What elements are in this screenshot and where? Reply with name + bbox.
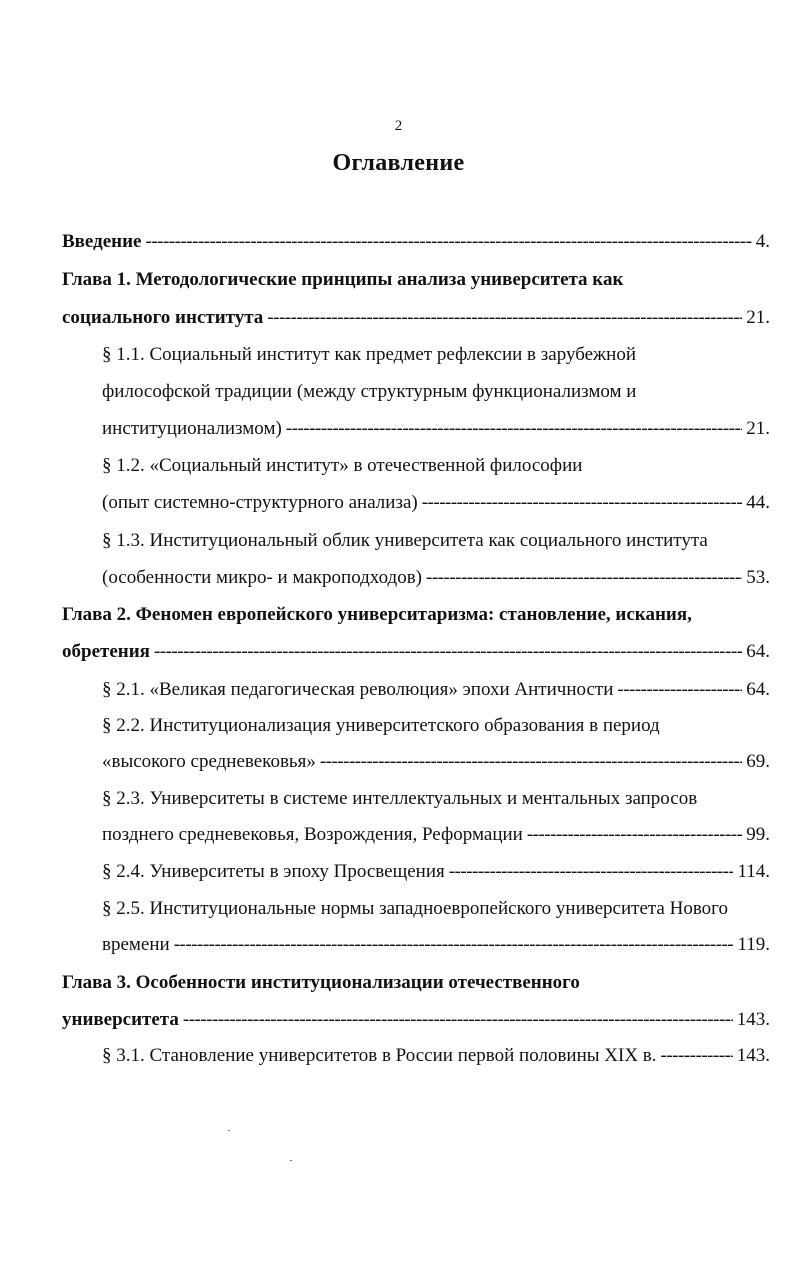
toc-entry-chapter-2 <box>62 601 770 629</box>
toc-entry-section-2-3-end <box>102 821 770 849</box>
dot-leader <box>426 564 742 592</box>
toc-entry-text: «высокого средневековья» <box>102 751 316 772</box>
dot-leader <box>617 676 742 704</box>
dot-leader <box>449 858 734 886</box>
dot-leader <box>661 1042 733 1070</box>
toc-entry-text: институционализмом) <box>102 418 282 439</box>
toc-entry-chapter-3-cont <box>62 1006 770 1034</box>
toc-entry-text: § 1.3. Институциональный облик университета как социального института <box>102 530 708 551</box>
toc-entry-text: Глава 3. Особенности институционализации отечественного <box>62 972 580 993</box>
toc-entry-text: университета <box>62 1009 179 1030</box>
dot-leader <box>422 489 743 517</box>
toc-entry-section-2-3 <box>102 785 770 813</box>
dot-leader <box>146 228 752 256</box>
toc-entry-section-1-1-end <box>102 415 770 443</box>
scan-speck <box>228 1130 230 1131</box>
toc-page-number: 21. <box>746 418 770 439</box>
toc-entry-section-1-2 <box>102 452 770 480</box>
toc-entry-section-2-2 <box>102 712 770 740</box>
toc-entry-section-3-1 <box>102 1042 770 1070</box>
toc-page-number: 53. <box>746 567 770 588</box>
page-title: Оглавление <box>332 150 465 176</box>
toc-entry-chapter-1 <box>62 266 770 294</box>
toc-page-number: 143. <box>736 1045 770 1066</box>
toc-entry-section-1-3-end <box>102 564 770 592</box>
toc-entry-text: § 2.3. Университеты в системе интеллектуальных и ментальных запросов <box>102 788 698 809</box>
dot-leader <box>286 415 742 443</box>
toc-entry-text: § 2.1. «Великая педагогическая революция» эпохи Античности <box>102 679 614 700</box>
toc-page-number: 119. <box>737 934 770 955</box>
toc-entry-text: социального института <box>62 307 264 328</box>
toc-entry-section-1-3 <box>102 527 770 555</box>
dot-leader <box>267 304 742 332</box>
dot-leader <box>154 638 742 666</box>
toc-entry-text: § 2.4. Университеты в эпоху Просвещения <box>102 861 445 882</box>
toc-entry-text: (опыт системно-структурного анализа) <box>102 492 418 513</box>
toc-entry-section-1-1 <box>102 341 770 369</box>
toc-page-number: 64. <box>746 679 770 700</box>
toc-entry-section-2-5 <box>102 895 770 923</box>
toc-entry-section-2-4 <box>102 858 770 886</box>
toc-page-number: 99. <box>746 824 770 845</box>
dot-leader <box>174 931 734 959</box>
dot-leader <box>527 821 742 849</box>
toc-entry-chapter-3 <box>62 969 770 997</box>
toc-page-number: 114. <box>737 861 770 882</box>
toc-entry-text: Глава 1. Методологические принципы анализа университета как <box>62 269 624 290</box>
toc-entry-text: позднего средневековья, Возрождения, Реформации <box>102 824 523 845</box>
toc-entry-text: § 1.2. «Социальный институт» в отечественной философии <box>102 455 583 476</box>
toc-entry-text: Введение <box>62 231 142 252</box>
toc-page-number: 69. <box>746 751 770 772</box>
toc-entry-section-2-2-end <box>102 748 770 776</box>
toc-entry-text: обретения <box>62 641 150 662</box>
toc-entry-text: философской традиции (между структурным функционализмом и <box>102 381 637 402</box>
toc-page-number: 143. <box>736 1009 770 1030</box>
toc-entry-chapter-1-cont <box>62 304 770 332</box>
toc-page-number: 64. <box>746 641 770 662</box>
toc-entry-text: (особенности микро- и макроподходов) <box>102 567 423 588</box>
toc-entry-introduction <box>62 228 770 256</box>
toc-entry-section-2-5-end <box>102 931 770 959</box>
toc-entry-section-1-1-cont <box>102 378 770 406</box>
toc-page-number: 4. <box>755 231 770 252</box>
toc-entry-text: § 3.1. Становление университетов в России первой половины XIX в. <box>102 1045 657 1066</box>
dot-leader <box>320 748 742 776</box>
dot-leader <box>183 1006 733 1034</box>
toc-entry-text: § 2.5. Институциональные нормы западноевропейского университета Нового <box>102 898 728 919</box>
toc-entry-section-1-2-end <box>102 489 770 517</box>
toc-entry-chapter-2-cont <box>62 638 770 666</box>
toc-entry-text: Глава 2. Феномен европейского университаризма: становление, искания, <box>62 604 692 625</box>
toc-entry-section-2-1 <box>102 676 770 704</box>
toc-entry-text: § 2.2. Институционализация университетского образования в период <box>102 715 660 736</box>
page-number: 2 <box>394 118 403 134</box>
toc-entry-text: времени <box>102 934 170 955</box>
scan-speck <box>290 1160 292 1161</box>
toc-page-number: 21. <box>746 307 770 328</box>
toc-page-number: 44. <box>746 492 770 513</box>
toc-entry-text: § 1.1. Социальный институт как предмет рефлексии в зарубежной <box>102 344 637 365</box>
